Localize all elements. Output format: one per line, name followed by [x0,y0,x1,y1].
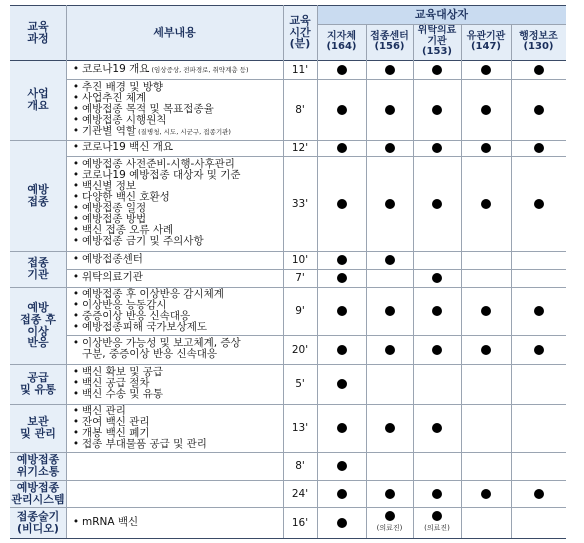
header-group: 위탁의료 기관 (153) [413,24,461,60]
target-dot [432,105,442,115]
grid-line [66,335,566,336]
detail-line [70,517,281,528]
target-dot [481,65,491,75]
target-dot [432,423,442,433]
detail-text: 예방접종 후 이상반응 감시체계 [82,288,224,300]
category-label: 보관 및 관리 [10,404,66,452]
target-dot [534,306,544,316]
target-dot [481,143,491,153]
category-label: 접종 기관 [10,251,66,287]
grid-line [317,24,566,25]
detail-text: 코로나19 예방접종 대상자 및 기준 [82,169,241,181]
detail-text: 추진 배경 및 방향 [82,81,164,93]
grid-line [10,452,566,453]
time-cell: 9' [295,305,305,317]
grid-line [10,538,566,539]
detail-text: 접종 부대물품 공급 및 관리 [82,438,207,450]
grid-line [10,364,566,365]
detail-cell [70,79,281,140]
detail-text: 예방접종 목적 및 목표접종율 [82,103,214,115]
time-cell: 8' [295,103,305,116]
target-dot [337,105,347,115]
detail-text: 예방접종피해 국가보상제도 [82,321,208,333]
target-dot [337,379,347,389]
detail-cell [70,404,281,452]
detail-text: 개봉 백신 폐기 [82,427,150,439]
grid-line [10,404,566,405]
detail-text: 백신별 정보 [82,180,137,192]
target-dot [432,65,442,75]
target-dot [481,345,491,355]
grid-line [66,156,566,157]
detail-text: 백신 관리 [82,405,126,417]
target-dot [385,105,395,115]
detail-line [70,64,281,76]
target-dot [534,199,544,209]
target-dot [481,199,491,209]
grid-line [511,24,512,538]
target-dot [385,423,395,433]
header-detail: 세부내용 [66,5,283,60]
header-group: 유관기관 (147) [461,24,511,60]
target-dot [432,199,442,209]
grid-line [461,24,462,538]
target-dot [534,489,544,499]
target-dot [337,255,347,265]
time-cell: 11' [291,63,309,76]
time-cell: 7' [295,272,305,284]
target-dot [432,345,442,355]
detail-text: 다양한 백신 호환성 [82,191,170,203]
time-cell: 16' [291,516,309,529]
detail-line [70,439,281,450]
target-dot [337,143,347,153]
grid-line [66,5,67,538]
target-dot [432,511,442,521]
target-dot [534,143,544,153]
grid-line [10,251,566,252]
target-dot [385,306,395,316]
category-label: 공급 및 유통 [10,364,66,404]
category-label: 접종술기 (비디오) [10,507,66,538]
target-dot [534,345,544,355]
target-dot [385,489,395,499]
target-dot [385,65,395,75]
target-dot [337,306,347,316]
target-dot [337,199,347,209]
detail-subnote: (임상증상, 전파경로, 취약계층 등) [149,66,249,74]
detail-text: 예방접종 방법 [82,213,147,225]
detail-line [70,236,281,247]
target-dot [481,306,491,316]
header-course: 교육 과정 [10,5,66,60]
grid-line [66,79,566,80]
detail-text: 이상반응 가능성 및 보고체계, 증상 [82,337,241,349]
detail-line [70,349,281,360]
detail-text: 예방접종 사전준비-시행-사후관리 [82,158,235,170]
target-note: (의료진) [376,524,403,532]
time-cell: 5' [295,378,305,390]
category-label: 예방 접종 후 이상 반응 [10,287,66,364]
header-group: 접종센터 (156) [366,24,413,60]
target-dot [337,423,347,433]
detail-text: 사업추진 체계 [82,92,147,104]
target-note: (의료진) [424,524,450,532]
detail-line [70,254,281,265]
detail-line [70,322,281,333]
detail-text: 구분, 중증이상 반응 신속대응 [82,348,218,360]
grid-line [317,5,318,538]
detail-cell [70,507,281,538]
header-time: 교육 시간 (분) [283,5,317,60]
grid-line [66,269,566,270]
target-dot [432,143,442,153]
target-dot [432,273,442,283]
target-dot [432,306,442,316]
detail-cell [70,364,281,404]
detail-cell [70,140,281,156]
target-dot [337,518,347,528]
time-cell: 20' [291,343,309,356]
detail-cell [70,287,281,335]
detail-text: 예방접종센터 [82,253,143,265]
detail-subnote: (질병청, 시도, 시군구, 접종기관) [136,128,231,136]
time-cell: 8' [295,460,305,472]
detail-line [70,126,281,138]
grid-line [283,5,284,538]
detail-text: 중증이상 반응 신속대응 [82,310,191,322]
target-dot [337,461,347,471]
time-cell: 33' [291,197,309,210]
detail-cell [70,156,281,251]
detail-text: 위탁의료기관 [82,271,143,283]
target-dot [337,345,347,355]
time-cell: 24' [291,487,309,500]
target-dot [481,105,491,115]
detail-line [70,272,281,283]
header-group: 행정보조 (130) [511,24,566,60]
grid-line [366,24,367,538]
detail-text: 잔여 백신 관리 [82,416,150,428]
grid-line [10,60,566,61]
time-cell: 10' [291,254,309,266]
detail-text: 백신 확보 및 공급 [82,366,164,378]
target-dot [534,105,544,115]
time-cell: 12' [291,142,309,154]
detail-text: 이상반응 능동감시 [82,299,167,311]
category-label: 사업 개요 [10,60,66,140]
target-dot [534,65,544,75]
target-dot [337,65,347,75]
target-dot [385,143,395,153]
detail-cell [70,480,281,507]
grid-line [10,480,566,481]
detail-text: 예방접종 일정 [82,202,147,214]
target-dot [385,511,395,521]
detail-cell [70,251,281,269]
time-cell: 13' [291,422,309,434]
target-dot [385,255,395,265]
category-label: 예방접종 관리시스템 [11,480,65,506]
detail-text: mRNA 백신 [82,516,139,528]
grid-line [10,140,566,141]
grid-line [10,507,566,508]
header-target: 교육대상자 [317,5,566,24]
detail-cell [70,269,281,287]
grid-line [10,5,566,6]
detail-text: 예방접종 시행원칙 [82,114,167,126]
grid-line [10,287,566,288]
target-dot [385,345,395,355]
detail-text: 백신 수송 및 유통 [82,388,164,400]
target-dot [481,489,491,499]
detail-text: 코로나19 백신 개요 [82,141,174,153]
detail-text: 백신 공급 절차 [82,377,150,389]
detail-cell [70,335,281,364]
detail-text: 예방접종 금기 및 주의사항 [82,235,204,247]
target-dot [385,199,395,209]
detail-text: 기관별 역할 [82,125,137,137]
header-group: 지자체 (164) [317,24,366,60]
detail-line [70,389,281,400]
target-dot [337,489,347,499]
category-label: 예방 접종 [10,140,66,251]
category-label: 예방접종 위기소통 [10,452,66,480]
detail-text: 코로나19 개요 [82,63,150,75]
detail-cell [70,60,281,79]
target-dot [432,489,442,499]
target-dot [337,273,347,283]
detail-text: 백신 접종 오류 사례 [82,224,174,236]
grid-line [413,24,414,538]
detail-line [70,142,281,153]
detail-cell [70,452,281,480]
